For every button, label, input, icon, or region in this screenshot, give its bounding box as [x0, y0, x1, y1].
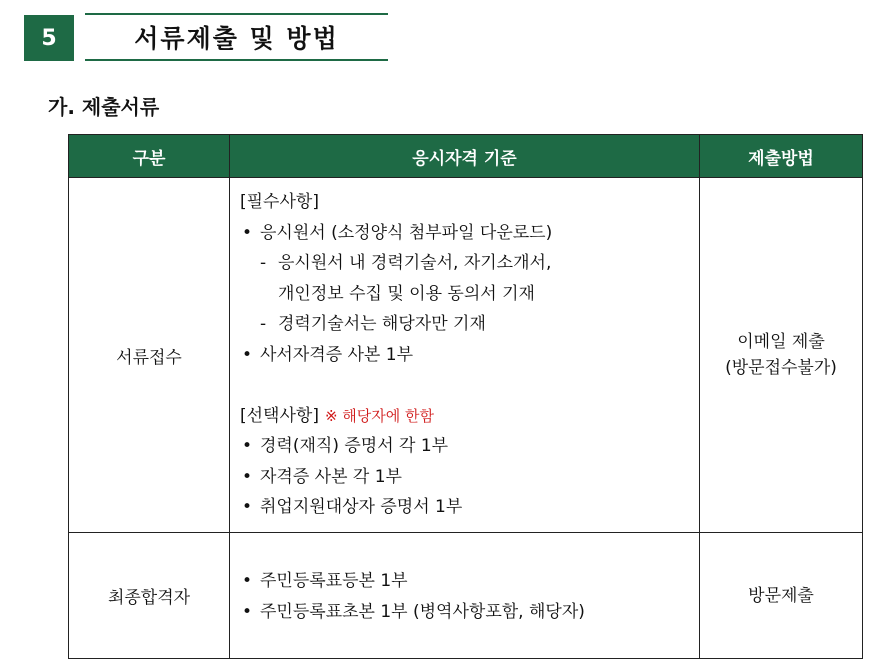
optional-heading	[240, 401, 699, 432]
row-method	[700, 178, 863, 533]
row-criteria	[230, 533, 700, 659]
optional-label: [선택사항]	[240, 405, 319, 426]
row-category: 최종합격자	[69, 533, 230, 659]
header-criteria: 응시자격 기준	[230, 135, 700, 178]
spacer	[240, 370, 699, 401]
row-criteria	[230, 178, 700, 533]
list-subitem: - 경력기술서는 해당자만 기재	[240, 309, 699, 340]
section-title-box	[85, 13, 388, 61]
row-method: 방문제출	[700, 533, 863, 659]
list-item: • 주민등록표등본 1부	[240, 566, 699, 597]
optional-note: ※ 해당자에 한함	[324, 406, 434, 425]
header-category: 구분	[69, 135, 230, 178]
documents-table	[68, 134, 863, 659]
list-subitem: - 응시원서 내 경력기술서, 자기소개서,	[240, 248, 699, 279]
list-item: • 주민등록표초본 1부 (병역사항포함, 해당자)	[240, 597, 699, 628]
list-item: • 자격증 사본 각 1부	[240, 462, 699, 493]
method-line: 이메일 제출	[737, 332, 825, 352]
required-label: [필수사항]	[240, 192, 319, 212]
list-subitem-continued: 개인정보 수집 및 이용 동의서 기재	[278, 283, 535, 304]
subsection-title: 가. 제출서류	[48, 95, 160, 119]
table-header-row	[69, 135, 863, 178]
header-method: 제출방법	[700, 135, 863, 178]
list-item: • 경력(재직) 증명서 각 1부	[240, 431, 699, 462]
section-title: 서류제출 및 방법	[134, 24, 339, 53]
table-row	[69, 178, 863, 533]
method-line: (방문접수불가)	[725, 358, 837, 378]
section-number-badge: 5	[24, 15, 74, 61]
list-item: • 응시원서 (소정양식 첨부파일 다운로드)	[240, 218, 699, 249]
row-category: 서류접수	[69, 178, 230, 533]
list-item: • 취업지원대상자 증명서 1부	[240, 492, 699, 523]
list-item: • 사서자격증 사본 1부	[240, 340, 699, 371]
table-row	[69, 533, 863, 659]
